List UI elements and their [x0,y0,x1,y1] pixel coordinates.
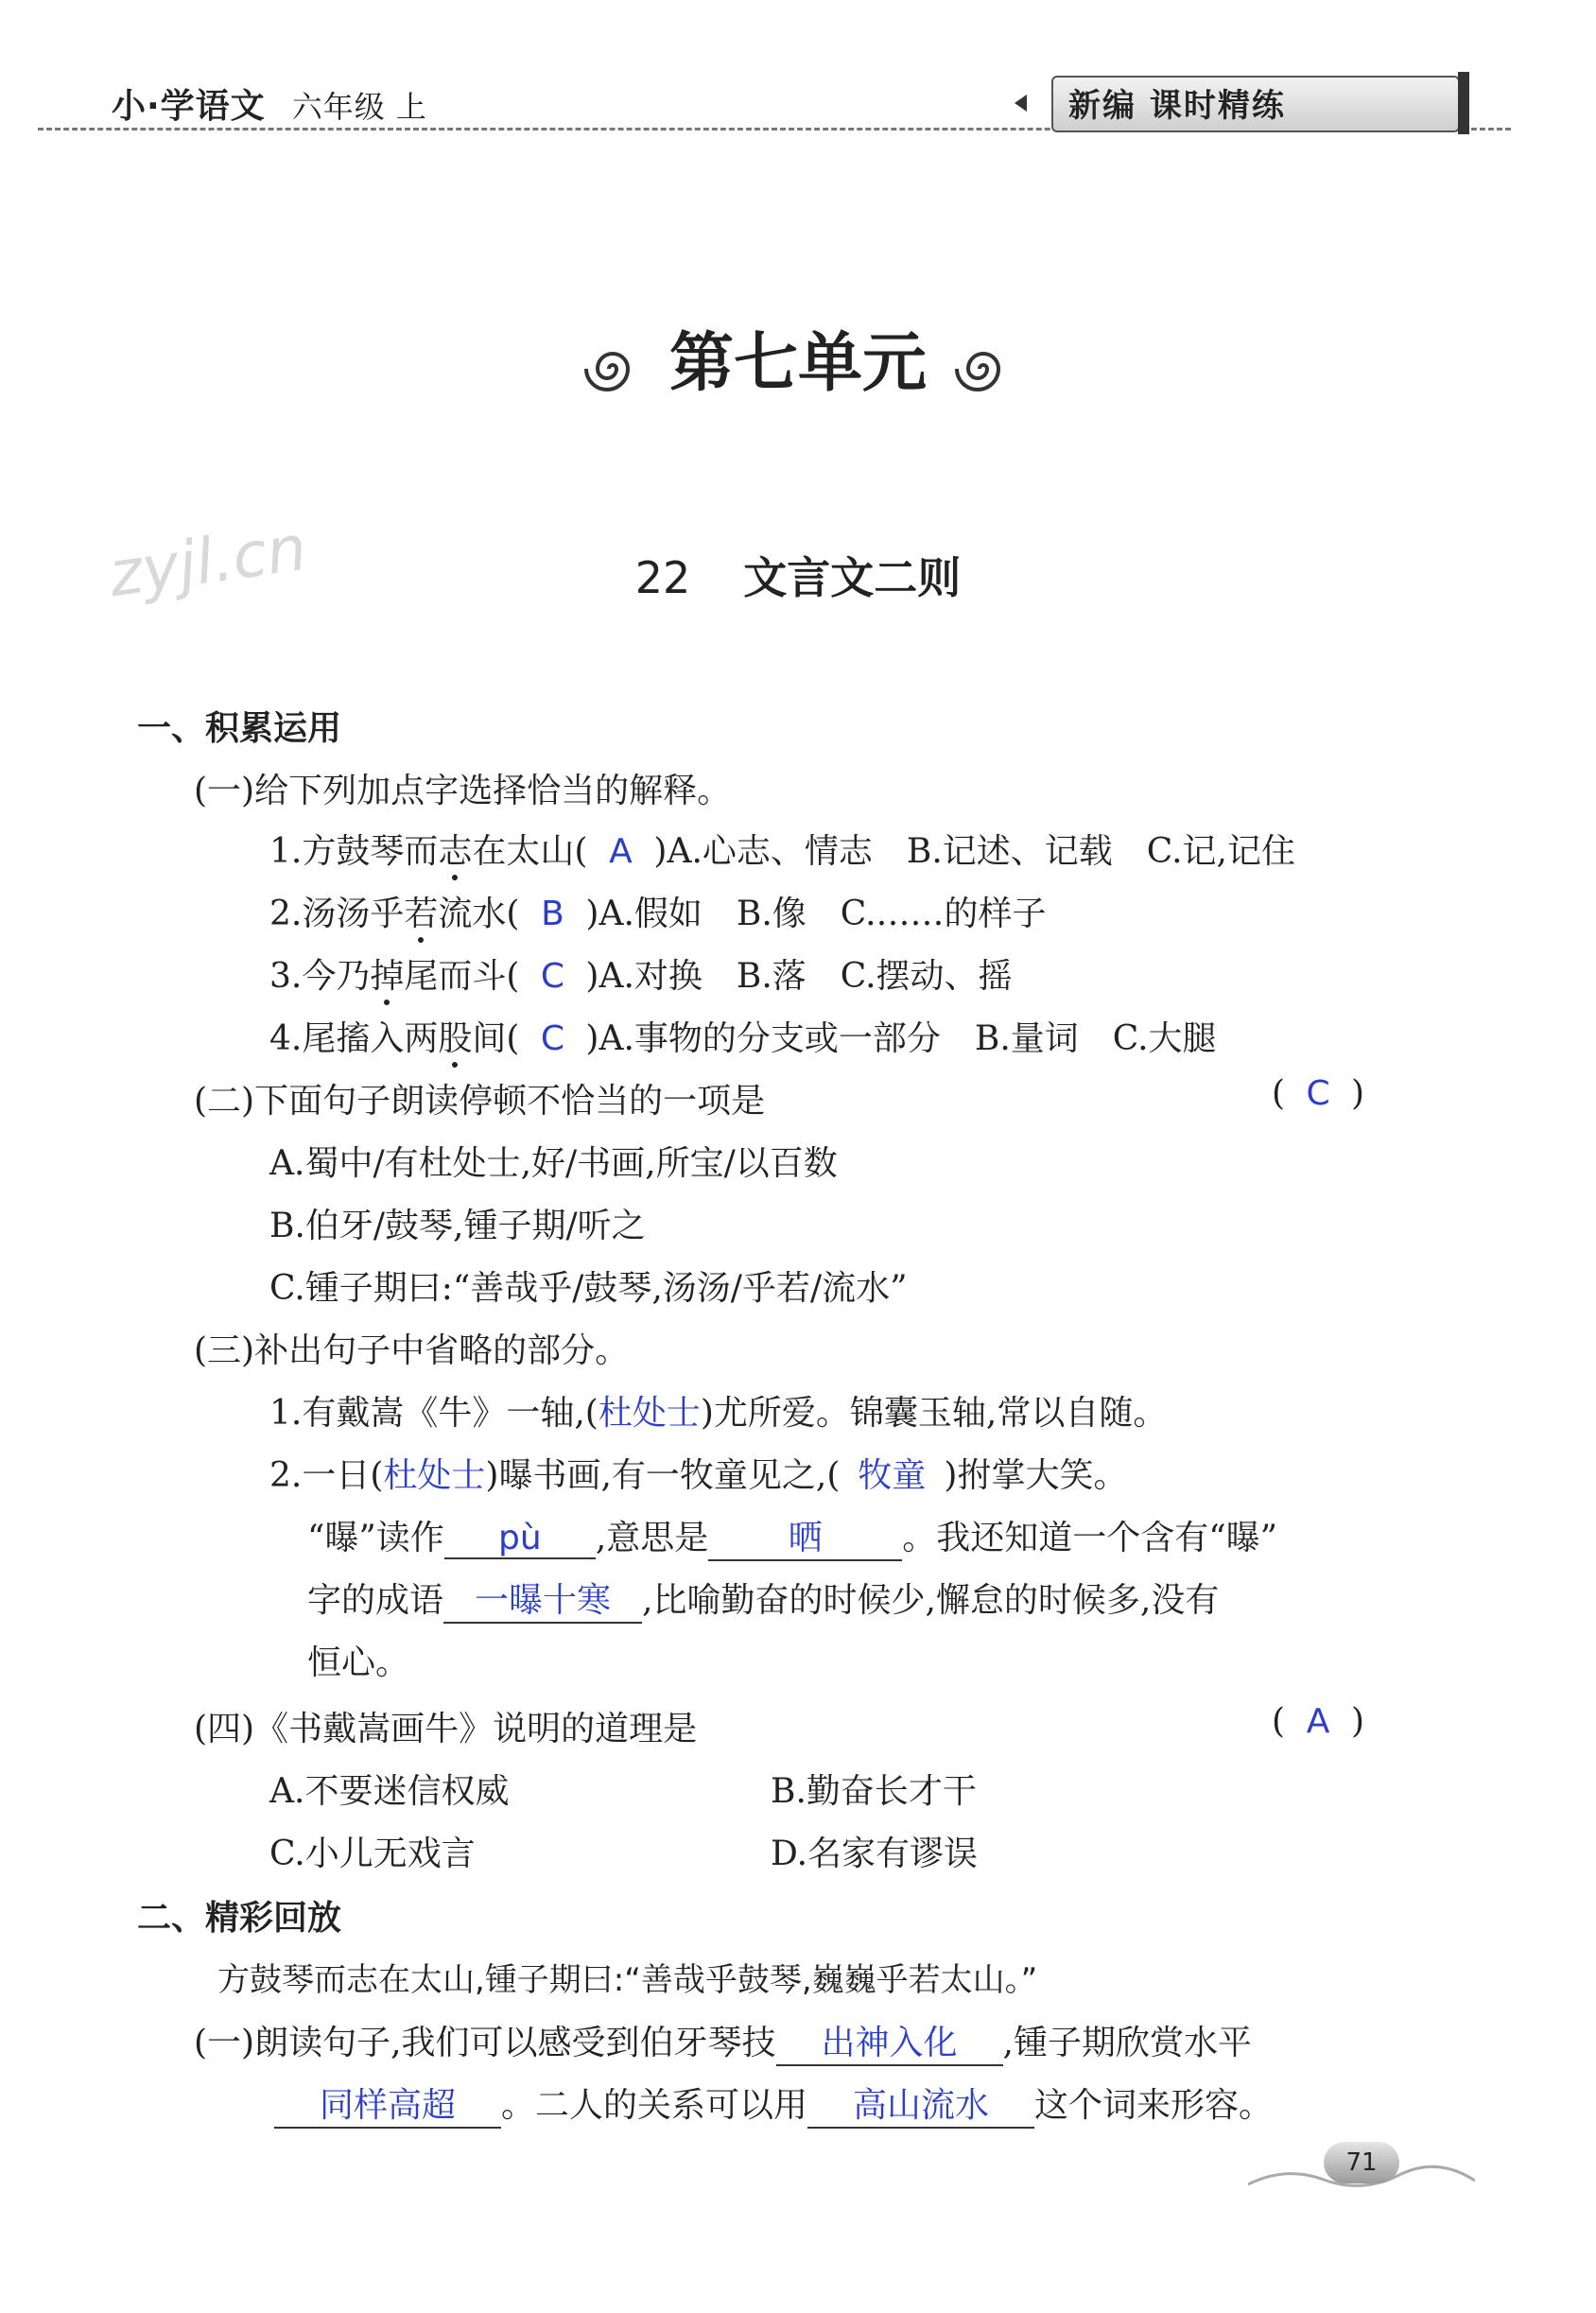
fill-blank: 晒 [708,1511,902,1561]
quote-passage: 方鼓琴而志在太山,锺子期曰:“善哉乎鼓琴,巍巍乎若太山。” [217,1961,1038,1999]
q4-option-b: B.勤奋长才干 [771,1772,977,1811]
page-number: 71 [1324,2142,1399,2183]
series-banner: 新编 课时精练 [1051,76,1460,132]
q2-option-b: B.伯牙/鼓琴,锺子期/听之 [269,1207,646,1245]
q1-item-1: 1.方鼓琴而志在太山( A )A.心志、情志 B.记述、记载 C.记,记住 [269,832,1295,871]
section-2-title: 二、精彩回放 [137,1899,342,1938]
lesson-heading [0,544,1596,606]
q4-prompt: (四)《书戴嵩画牛》说明的道理是 [194,1710,698,1748]
q2-option-a: A.蜀中/有杜处士,好/书画,所宝/以百数 [269,1144,838,1183]
answer: 杜处士 [598,1394,701,1433]
lesson-title: 文言文二则 [743,552,962,603]
q1-item-3: 3.今乃掉尾而斗( C )A.对换 B.落 C.摆动、摇 [269,957,1013,996]
q1-item-4: 4.尾搐入两股间( C )A.事物的分支或一部分 B.量词 C.大腿 [269,1019,1217,1058]
answer: C [540,957,564,996]
fill-blank: 一曝十寒 [443,1574,642,1624]
swirl-icon-left [584,340,641,397]
q4-answer-box: ( A ) [1272,1702,1365,1741]
section-1-title: 一、积累运用 [137,709,342,748]
fill-blank: 出神入化 [776,2016,1003,2066]
answer: 杜处士 [383,1456,486,1495]
q2-answer-box: ( C ) [1272,1074,1365,1113]
answer: A [609,832,633,871]
q1-item-2: 2.汤汤乎若流水( B )A.假如 B.像 C.……的样子 [269,895,1047,933]
grade-label: 六年级 上 [291,89,427,125]
header-subject [112,79,427,128]
answer: B [541,895,564,933]
q3-prompt: (三)补出句子中省略的部分。 [194,1331,630,1370]
lesson-number: 22 [634,552,691,603]
q3-line-5: 恒心。 [307,1643,410,1682]
q1-prompt: (一)给下列加点字选择恰当的解释。 [194,772,732,810]
q4-option-c: C.小儿无戏言 [269,1835,476,1873]
header-arrow-icon [1015,95,1027,112]
fill-blank: 高山流水 [807,2078,1034,2129]
watermark: zyjl.cn [104,511,311,612]
answer: C [540,1019,564,1058]
swirl-icon-right [955,340,1012,397]
q2-prompt: (二)下面句子朗读停顿不恰当的一项是 [194,1082,766,1121]
q2-option-c: C.锺子期曰:“善哉乎/鼓琴,汤汤/乎若/流水” [269,1269,908,1308]
unit-heading [0,312,1596,404]
q3-line-3: “曝”读作 pù ,意思是 晒 。我还知道一个含有“曝” [307,1511,1277,1561]
q3-line-2: 2.一日(杜处士)曝书画,有一牧童见之,( 牧童 )拊掌大笑。 [269,1449,1127,1497]
fill-blank: pù [444,1519,596,1559]
answer: A [1306,1702,1330,1741]
answer: 牧童 [858,1456,927,1495]
subject-label: 小·学语文 [112,87,266,126]
s2-q1-line-1: (一)朗读句子,我们可以感受到伯牙琴技 出神入化 ,锺子期欣赏水平 [194,2016,1252,2066]
q4-option-d: D.名家有谬误 [771,1835,979,1873]
header-end-bar [1458,72,1469,134]
answer: C [1306,1074,1330,1113]
q3-line-1: 1.有戴嵩《牛》一轴,(杜处士)尤所爱。锦囊玉轴,常以自随。 [269,1394,1168,1433]
unit-title: 第七单元 [668,325,927,401]
q4-option-a: A.不要迷信权威 [269,1772,510,1811]
fill-blank: 同样高超 [274,2078,501,2129]
s2-q1-line-2: 同样高超 。二人的关系可以用 高山流水 这个词来形容。 [274,2078,1273,2129]
q3-line-4: 字的成语 一曝十寒 ,比喻勤奋的时候少,懈怠的时候多,没有 [307,1574,1219,1624]
